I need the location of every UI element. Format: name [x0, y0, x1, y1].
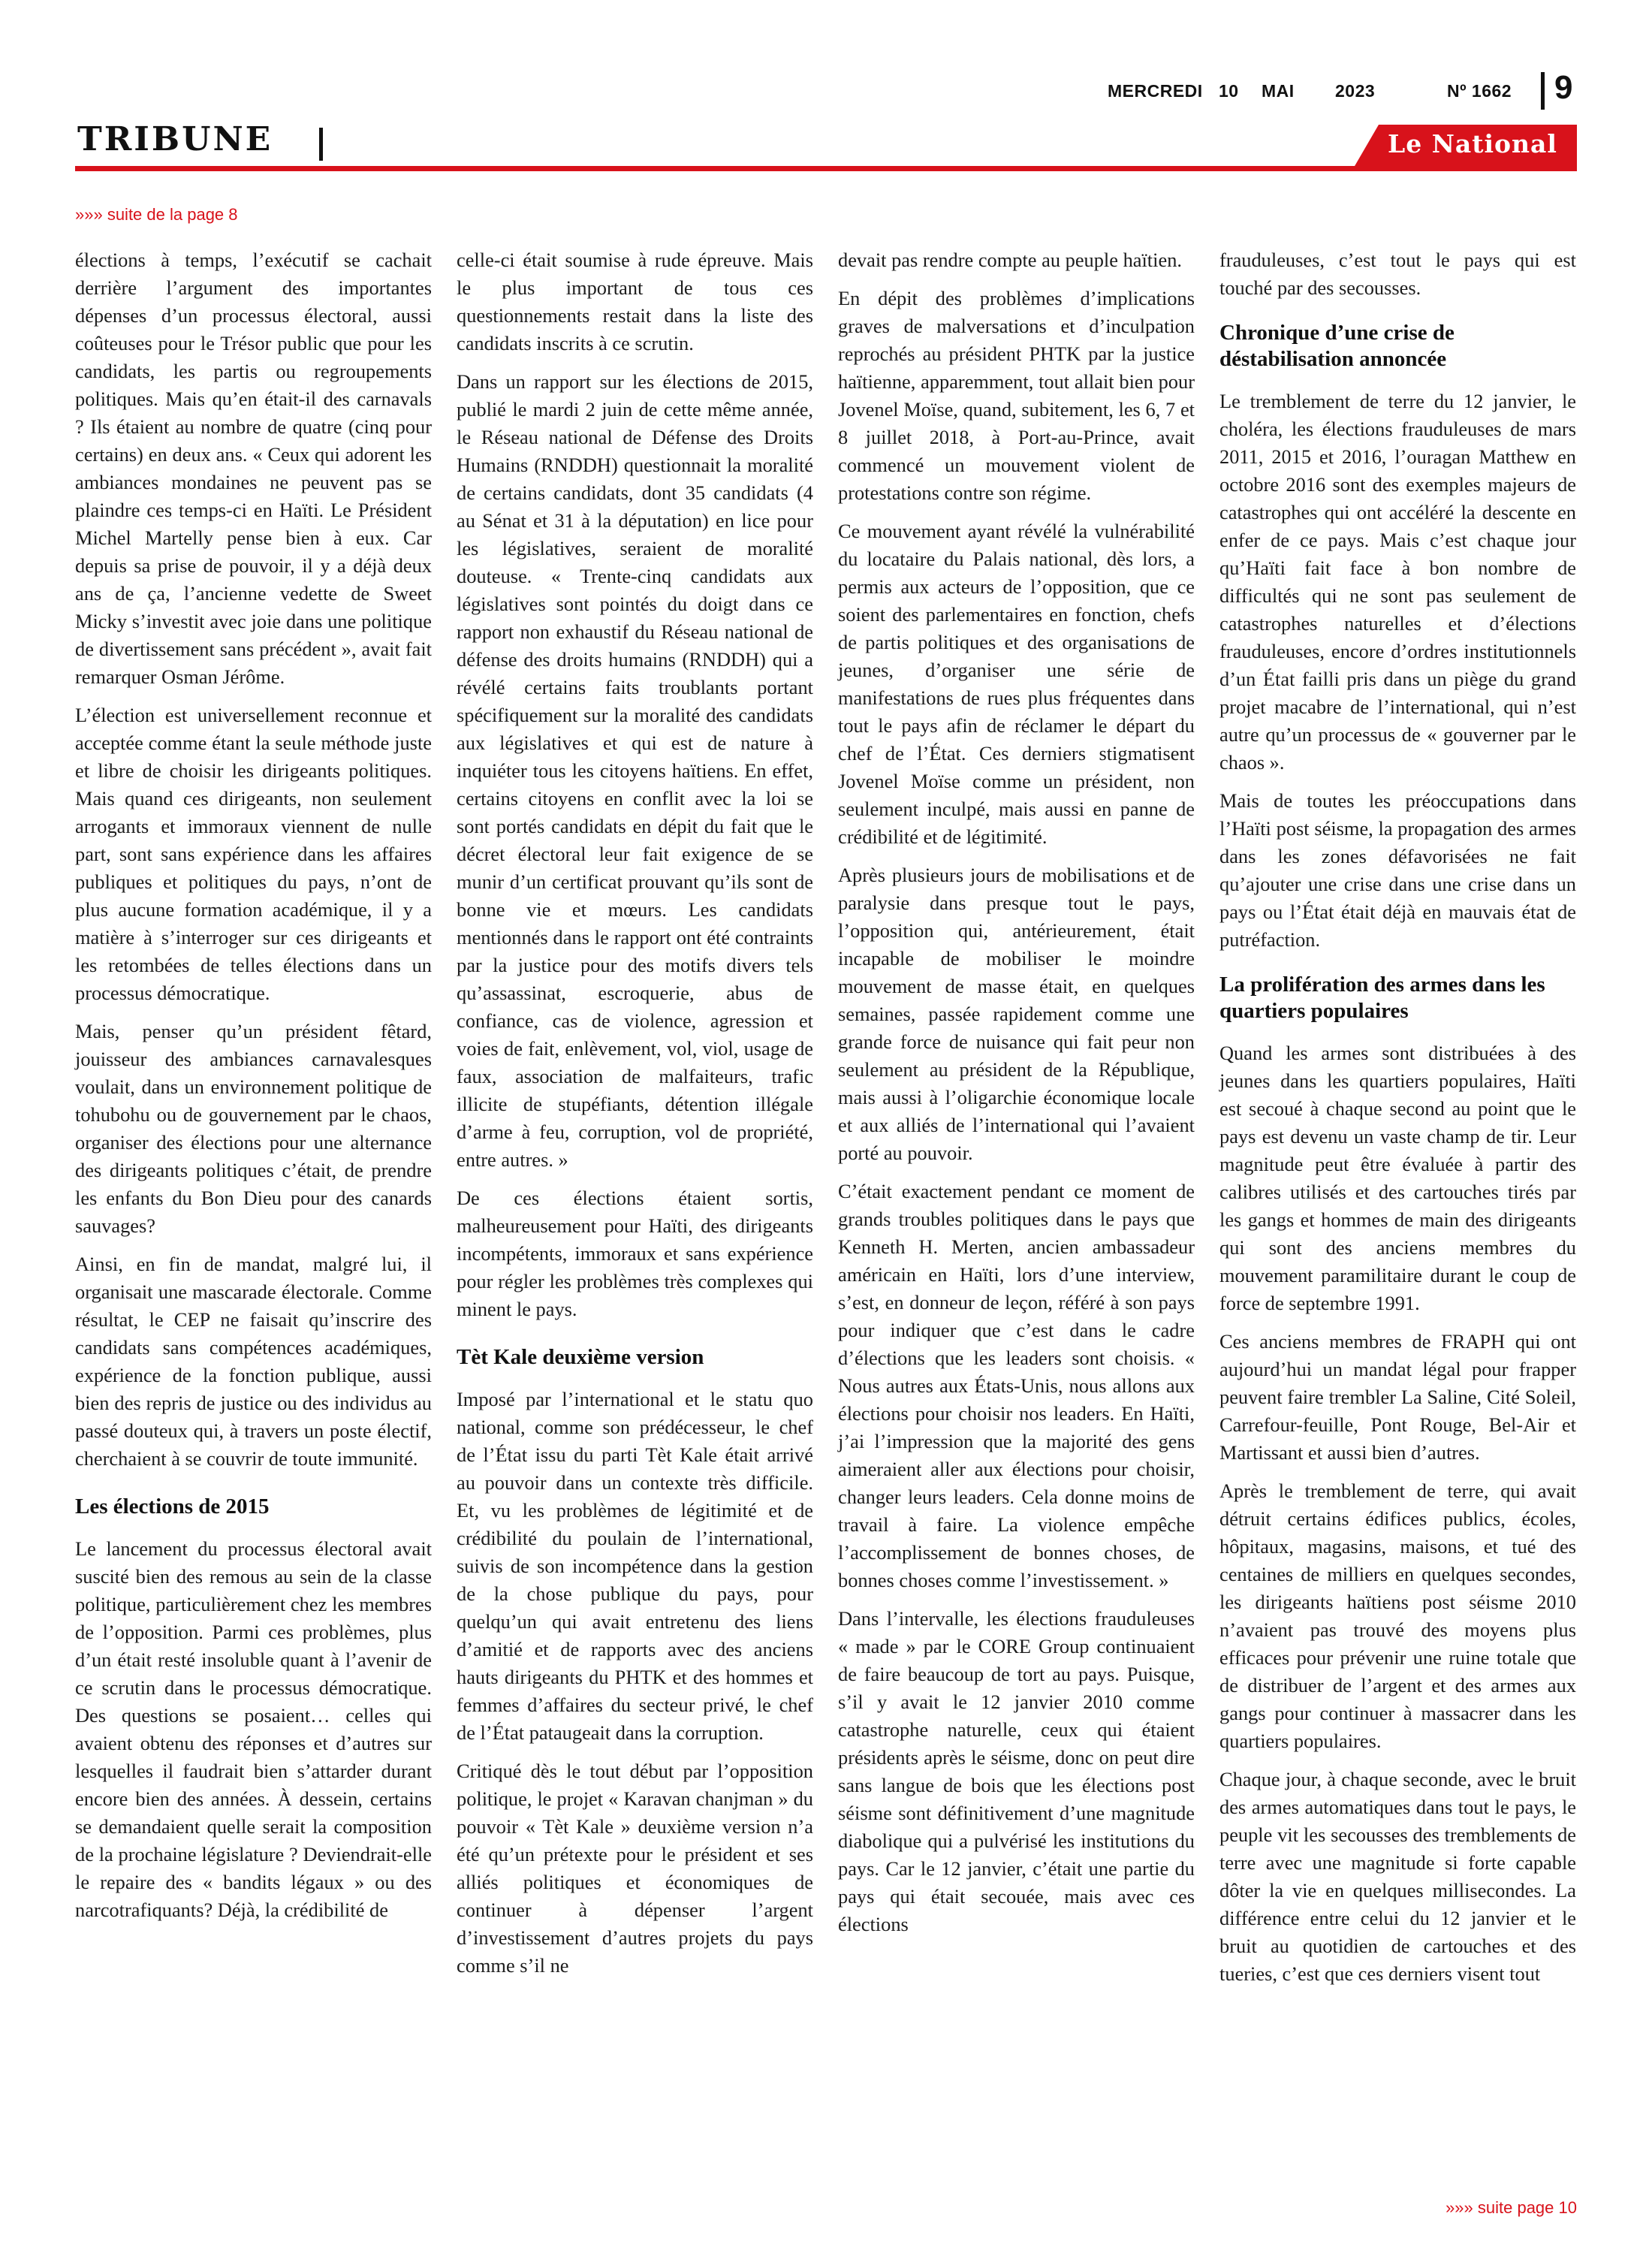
article-column-3: [838, 246, 1195, 1949]
article-paragraph: Dans l’intervalle, les élections frauduleuses « made » par le CORE Group continuaient de faire beaucoup de tort au pays. Puisque, s’il y avait le 12 janvier 2010 comme catastrophe naturelle, ceux qui étaient présidents après le séisme, donc on peut dire sans langue de bois que les élections post séisme sont définitivement d’une magnitude diabolique qui a pulvérisé les institutions du pays. Car le 12 janvier, c’était une partie du pays qui était secouée, mais avec ces élections: [838, 1607, 1195, 1935]
header-red-rule: [75, 166, 1577, 171]
article-paragraph: Quand les armes sont distribuées à des jeunes dans les quartiers populaires, Haïti est secoué à chaque second au point que le pays est devenu un vaste champ de tir. Leur magnitude peut être évaluée à partir des calibres utilisés et des cartouches tirés par les gangs et hommes de main des dirigeants qui sont des anciens membres du mouvement paramilitaire durant le coup de force de septembre 1991.: [1219, 1042, 1576, 1314]
article-paragraph: De ces élections étaient sortis, malheureusement pour Haïti, des dirigeants incompétents, immoraux et sans expérience pour régler les problèmes très complexes qui minent le pays.: [457, 1187, 813, 1320]
article-subheading: Tèt Kale deuxième version: [457, 1345, 704, 1369]
date-year: 2023: [1335, 81, 1376, 101]
article-paragraph: L’élection est universellement reconnue et acceptée comme étant la seule méthode juste et libre de choisir les dirigeants politiques. Mais quand ces dirigeants, non seulement arrogants et immoraux viennent de nulle part, sont sans expérience dans les affaires publiques et politiques du pays, n’ont de plus aucune formation académique, il y a matière à s’interroger sur ces dirigeants et les retombées de telles élections dans un processus démocratique.: [75, 704, 432, 1004]
article-paragraph: Ce mouvement ayant révélé la vulnérabilité du locataire du Palais national, dès lors, a permis aux acteurs de l’opposition, que ce soient des parlementaires en fonction, chefs de partis politiques et des organisations de jeunes, d’organiser une série de manifestations de rues plus fréquentes dans tout le pays afin de réclamer le départ du chef de l’État. Ces derniers stigmatisent Jovenel Moïse comme un président, non seulement inculpé, mais aussi en panne de crédibilité et de légitimité.: [838, 520, 1195, 848]
article-subheading: Les élections de 2015: [75, 1494, 270, 1519]
article-paragraph: Chaque jour, à chaque seconde, avec le bruit des armes automatiques dans tout le pays, le peuple vit les secousses des tremblements de terre avec une magnitude si forte capable dôter la vie en quelques millisecondes. La différence entre celui du 12 janvier et le bruit au quotidien de cartouches et des tueries, c’est que ces derniers visent tout: [1219, 1768, 1576, 1985]
article-paragraph: C’était exactement pendant ce moment de grands troubles politiques dans le pays que Kenneth H. Merten, ancien ambassadeur américain en Haïti, lors d’une interview, s’est, en donneur de leçon, référé à son pays pour indiquer que c’est dans le cadre d’élections que les leaders sont choisis. « Nous autres aux États-Unis, nous allons aux élections pour choisir nos leaders. En Haïti, j’ai l’impression que la majorité des gens aimeraient aller aux élections pour choisir, changer leurs leaders. Cela donne moins de travail à faire. La violence empêche l’accomplissement de bonnes choses, de bonnes choses comme l’investissement. »: [838, 1180, 1195, 1591]
article-subheading: Chronique d’une crise de déstabilisation annoncée: [1219, 321, 1455, 371]
date-day: 10: [1219, 81, 1239, 101]
article-paragraph: Après le tremblement de terre, qui avait détruit certains édifices publics, écoles, hôpitaux, magasins, maisons, et tué des centaines de milliers en quelques secondes, les dirigeants haïtiens post séisme 2010 n’avaient pas trouvé des moyens plus efficaces pour prévenir une ruine totale que de distribuer de l’argent et des armes aux gangs pour continuer à massacrer dans les quartiers populaires.: [1219, 1479, 1576, 1752]
newspaper-name: Le National: [1388, 129, 1557, 158]
page-number-divider: [1541, 72, 1545, 110]
article-paragraph: En dépit des problèmes d’implications graves de malversations et d’inculpation reprochés au président PHTK par la justice haïtienne, apparemment, tout allait bien pour Jovenel Moïse, quand, subitement, les 6, 7 et 8 juillet 2018, à Port-au-Prince, avait commencé un mouvement violent de protestations contre son régime.: [838, 287, 1195, 504]
article-paragraph: devait pas rendre compte au peuple haïtien.: [838, 249, 1182, 271]
article-paragraph: Mais, penser qu’un président fêtard, jouisseur des ambiances carnavalesques voulait, dans un environnement politique de tohubohu ou de gouvernement par le chaos, organiser des élections pour une alternance des dirigeants politiques c’était, de prendre les enfants du Bon Dieu pour des canards sauvages?: [75, 1020, 432, 1237]
article-paragraph: élections à temps, l’exécutif se cachait derrière l’argument des importantes dépenses d’un processus électoral, aussi coûteuses pour le Trésor public que pour les candidats, les partis ou regroupements politiques. Mais qu’en était-il des carnavals ? Ils étaient au nombre de quatre (cinq pour certains) en deux ans. « Ceux qui adorent les ambiances mondaines ne peuvent pas se plaindre ces temps-ci en Haïti. Le Président Michel Martelly pense bien à eux. Car depuis sa prise de pouvoir, il y a déjà deux ans de ça, l’ancienne vedette de Sweet Micky s’investit avec joie dans une politique de divertissement sans précédent », avait fait remarquer Osman Jérôme.: [75, 249, 432, 688]
article-paragraph: Après plusieurs jours de mobilisations et de paralysie dans presque tout le pays, l’opposition qui, antérieurement, était incapable de mobiliser le moindre mouvement de masse était, en quelques semaines, passée rapidement comme une grande force de nuisance qui fait peur non seulement au président de la République, mais aussi à l’oligarchie économique locale et aux alliés de l’international qui l’avaient porté au pouvoir.: [838, 864, 1195, 1164]
continued-to-link[interactable]: »»» suite page 10: [1446, 2198, 1577, 2217]
article-paragraph: frauduleuses, c’est tout le pays qui est touché par des secousses.: [1219, 249, 1576, 299]
article-paragraph: celle-ci était soumise à rude épreuve. Mais le plus important de tous ces questionnements restait dans la liste des candidats inscrits à ce scrutin.: [457, 249, 813, 354]
section-title: TRIBUNE: [77, 120, 273, 158]
section-title-bar: [319, 128, 323, 161]
issue-number: Nº 1662: [1447, 81, 1512, 101]
continued-from-link[interactable]: »»» suite de la page 8: [75, 205, 238, 224]
article-paragraph: Imposé par l’international et le statu quo national, comme son prédécesseur, le chef de l’État issu du parti Tèt Kale était arrivé au pouvoir dans un contexte très difficile. Et, vu les problèmes de légitimité et de crédibilité du poulain de l’international, suivis de son incompétence dans la gestion de la chose publique du pays, pour quelqu’un qui avait entretenu des liens d’amitié et de rapports avec des anciens hauts dirigeants du PHTK et des hommes et femmes d’affaires du secteur privé, le chef de l’État pataugeait dans la corruption.: [457, 1388, 813, 1744]
page-number: 9: [1554, 69, 1573, 106]
article-paragraph: Le lancement du processus électoral avait suscité bien des remous au sein de la classe politique, particulièrement chez les membres de l’opposition. Parmi ces problèmes, plus d’un était resté insoluble quant à l’avenir de ce scrutin dans le processus démocratique. Des questions se posaient… celles qui avaient obtenu des réponses et d’autres sur lesquelles il faudrait bien s’attarder durant encore bien des années. À dessein, certains se demandaient quelle serait la composition de la prochaine législature ? Deviendrait-elle le repaire des « bandits légaux » ou des narcotrafiquants? Déjà, la crédibilité de: [75, 1537, 432, 1921]
article-paragraph: Critiqué dès le tout début par l’opposition politique, le projet « Karavan chanjman » du pouvoir « Tèt Kale » deuxième version n’a été qu’un prétexte pour le président et ses alliés politiques et économiques de continuer à dépenser l’argent d’investissement d’autres projets du pays comme s’il ne: [457, 1760, 813, 1977]
article-column-1: [75, 246, 432, 1935]
article-paragraph: Le tremblement de terre du 12 janvier, le choléra, les élections frauduleuses de mars 2011, 2015 et 2016, l’ouragan Matthew en octobre 2016 sont des exemples majeurs de catastrophes qui ont accéléré la descente en enfer de ce pays. Mais c’est chaque jour qu’Haïti fait face à bon nombre de difficultés qui ne sont pas seulement de catastrophes naturelles et d’élections frauduleuses, encore d’ordres institutionnels d’un État failli pris dans un piège du grand projet macabre de l’international, qui n’est autre qu’un processus de « gouverner par le chaos ».: [1219, 390, 1576, 774]
article-paragraph: Mais de toutes les préoccupations dans l’Haïti post séisme, la propagation des armes dans les zones défavorisées ne fait qu’ajouter une crise dans une crise dans un pays ou l’État était déjà en mauvais état de putréfaction.: [1219, 789, 1576, 951]
article-column-2: [457, 246, 813, 1990]
article-subheading: La prolifération des armes dans les quartiers populaires: [1219, 973, 1545, 1023]
article-paragraph: Ces anciens membres de FRAPH qui ont aujourd’hui un mandat légal pour frapper peuvent faire trembler La Saline, Cité Soleil, Carrefour-feuille, Pont Rouge, Bel-Air et Martissant et aussi bien d’autres.: [1219, 1330, 1576, 1464]
article-paragraph: Dans un rapport sur les élections de 2015, publié le mardi 2 juin de cette même année, le Réseau national de Défense des Droits Humains (RNDDH) questionnait la moralité de certains candidats, dont 35 candidats (4 au Sénat et 31 à la députation) en lice pour les législatives, seraient de moralité douteuse. « Trente-cinq candidats aux législatives sont pointés du doigt dans ce rapport non exhaustif du Réseau national de défense des droits humains (RNDDH) qui a révélé certains faits troublants portant spécifiquement sur la moralité des candidats aux législatives et qui est de nature à inquiéter tous les citoyens haïtiens. En effet, certains citoyens en conflit avec la loi se sont portés candidats en dépit du fait que le décret électoral leur fait exigence de se munir d’un certificat prouvant qu’ils sont de bonne vie et mœurs. Les candidats mentionnés dans le rapport ont été contraints par la justice pour des motifs divers tels qu’assassinat, escroquerie, abus de confiance, cas de violence, agression et voies de fait, enlèvement, vol, viol, usage de faux, association de malfaiteurs, trafic illicite de stupéfiants, détention illégale d’arme à feu, corruption, vol de propriété, entre autres. »: [457, 370, 813, 1171]
article-paragraph: Ainsi, en fin de mandat, malgré lui, il organisait une mascarade électorale. Comme résultat, le CEP ne faisait qu’inscrire des candidats sans compétences académiques, expérience de la fonction publique, aussi bien des repris de justice ou des individus au passé douteux qui, à travers un poste électif, cherchaient à se couvrir de toute immunité.: [75, 1253, 432, 1470]
article-column-4: [1219, 246, 1576, 1998]
date-month: MAI: [1262, 81, 1295, 101]
date-weekday: MERCREDI: [1108, 81, 1203, 101]
